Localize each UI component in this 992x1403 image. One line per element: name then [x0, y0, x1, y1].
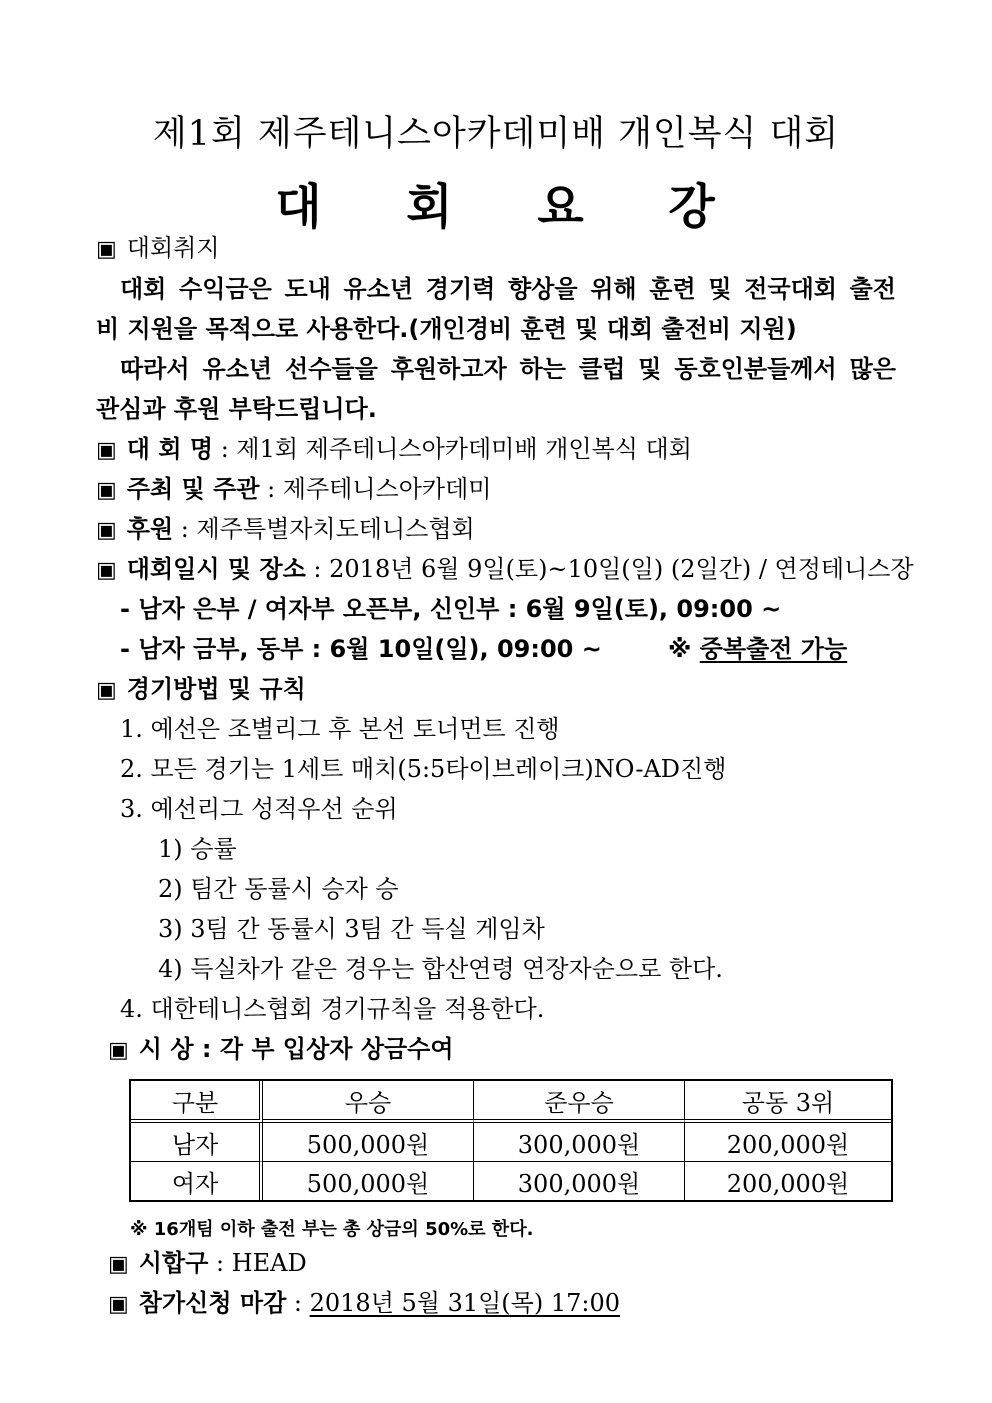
sponsor-separator: :: [173, 515, 197, 543]
section-schedule: [96, 553, 914, 587]
table-row: [131, 1162, 891, 1200]
document-title: 제1회 제주테니스아카데미배 개인복식 대회: [152, 114, 840, 154]
bullet-icon: ▣: [96, 678, 117, 703]
deadline-value: 2018년 5월 31일(목) 17:00: [309, 1289, 621, 1317]
ball-value: HEAD: [231, 1249, 307, 1277]
name-separator: :: [213, 435, 237, 463]
schedule-note: [668, 633, 847, 665]
deadline-separator: :: [286, 1289, 310, 1317]
purpose-paragraph-1-line-1: 대회 수익금은 도내 유소년 경기력 향상을 위해 훈련 및 전국대회 출전: [120, 275, 896, 303]
purpose-paragraph-1-line-2: 비 지원을 목적으로 사용한다.(개인경비 훈련 및 대회 출전비 지원): [96, 315, 797, 343]
rule-sub-item: 3) 3팀 간 동률시 3팀 간 득실 게임차: [158, 915, 545, 943]
awards-note: ※ 16개팀 이하 출전 부는 총 상금의 50%로 한다.: [130, 1219, 534, 1240]
section-sponsor: [96, 513, 475, 547]
rule-sub-item: 2) 팀간 동률시 승자 승: [158, 875, 399, 903]
section-deadline: [108, 1287, 620, 1321]
bullet-icon: ▣: [96, 558, 117, 583]
purpose-paragraph-2-line-2: 관심과 후원 부탁드립니다.: [96, 395, 377, 423]
rule-sub-item: 1) 승률: [158, 835, 237, 863]
table-cell: 500,000원: [263, 1123, 474, 1162]
table-cell: 200,000원: [685, 1123, 891, 1162]
sponsor-label: 후원: [126, 515, 174, 543]
section-rules: [96, 673, 306, 707]
schedule-line-2: - 남자 금부, 동부 : 6월 10일(일), 09:00 ~: [120, 635, 602, 663]
section-purpose: [96, 232, 220, 266]
table-header-cell: 공동 3위: [685, 1081, 891, 1123]
table-row: [131, 1123, 891, 1162]
schedule-value: : 2018년 6월 9일(토)~10일(일) (2일간) / 연정테니스장: [305, 555, 914, 583]
ball-label: 시합구: [138, 1249, 209, 1277]
table-header-cell: 구분: [131, 1081, 263, 1123]
host-label: 주최 및 주관: [126, 475, 260, 503]
table-cell: 여자: [131, 1162, 263, 1200]
rule-item: 4. 대한테니스협회 경기규칙을 적용한다.: [120, 995, 545, 1023]
deadline-label: 참가신청 마감: [138, 1289, 287, 1317]
rule-item: 2. 모든 경기는 1세트 매치(5:5타이브레이크)NO-AD진행: [120, 755, 727, 783]
prize-table: [129, 1079, 893, 1202]
awards-heading: 시 상 : 각 부 입상자 상금수여: [138, 1035, 454, 1063]
table-header-cell: 우승: [263, 1081, 474, 1123]
bullet-icon: ▣: [108, 1038, 129, 1063]
name-value: 제1회 제주테니스아카데미배 개인복식 대회: [236, 435, 692, 463]
schedule-line-1: - 남자 은부 / 여자부 오픈부, 신인부 : 6월 9일(토), 09:00 ~: [120, 595, 782, 623]
bullet-icon: ▣: [96, 237, 117, 262]
schedule-label: 대회일시 및 장소: [126, 555, 306, 583]
section-purpose-heading: 대회취지: [126, 234, 220, 262]
table-cell: 남자: [131, 1123, 263, 1162]
section-ball: [108, 1247, 307, 1281]
sponsor-value: 제주특별자치도테니스협회: [196, 515, 475, 543]
table-cell: 300,000원: [474, 1162, 685, 1200]
bullet-icon: ▣: [96, 518, 117, 543]
document-subtitle: 대 회 요 강: [275, 179, 717, 235]
table-cell: 200,000원: [726, 1169, 850, 1198]
rule-sub-item: 4) 득실차가 같은 경우는 합산연령 연장자순으로 한다.: [158, 955, 723, 983]
host-separator: :: [259, 475, 283, 503]
rules-heading: 경기방법 및 규칙: [126, 675, 306, 703]
section-host: [96, 473, 491, 507]
name-label: 대 회 명: [126, 435, 214, 463]
table-cell: 300,000원: [474, 1123, 685, 1162]
section-awards: [108, 1033, 454, 1067]
schedule-note-text: 중복출전 가능: [699, 635, 848, 663]
rule-item: 1. 예선은 조별리그 후 본선 토너먼트 진행: [120, 715, 560, 743]
bullet-icon: ▣: [108, 1252, 129, 1277]
note-mark: ※: [668, 635, 692, 663]
bullet-icon: ▣: [108, 1292, 129, 1317]
table-header-row: [131, 1081, 891, 1123]
bullet-icon: ▣: [96, 438, 117, 463]
rule-item: 3. 예선리그 성적우선 순위: [120, 795, 398, 823]
purpose-paragraph-2-line-1: 따라서 유소년 선수들을 후원하고자 하는 클럽 및 동호인분들께서 많은: [120, 355, 896, 383]
table-header-cell: 준우승: [474, 1081, 685, 1123]
host-value: 제주테니스아카데미: [282, 475, 492, 503]
ball-separator: :: [208, 1249, 232, 1277]
bullet-icon: ▣: [96, 478, 117, 503]
table-cell: 500,000원: [263, 1162, 474, 1200]
section-name: [96, 433, 692, 467]
